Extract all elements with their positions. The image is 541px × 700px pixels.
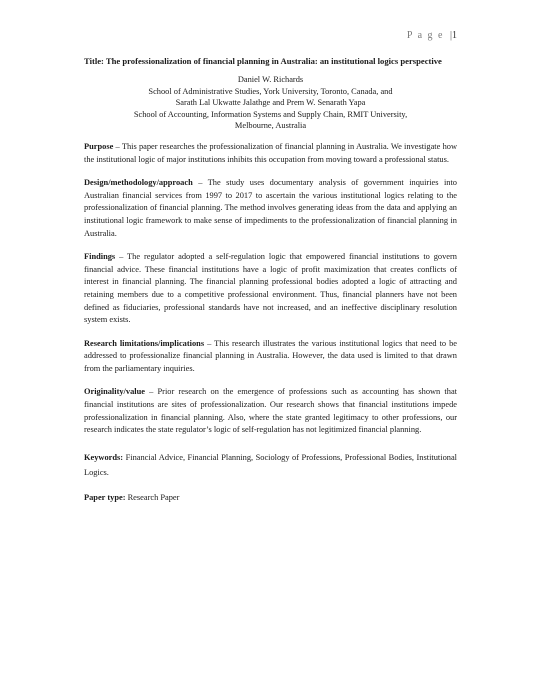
section-originality bbox=[84, 386, 457, 436]
author-block bbox=[84, 74, 457, 132]
author-name: Daniel W. Richards bbox=[237, 75, 304, 84]
section-label: Research limitations/implications bbox=[84, 338, 205, 348]
page-word: P a g e bbox=[406, 30, 444, 41]
section-text: Research Paper bbox=[125, 492, 180, 502]
section-label: Keywords: bbox=[84, 452, 124, 462]
section-label: Design/methodology/approach bbox=[84, 178, 193, 188]
section-label: Paper type: bbox=[84, 492, 126, 502]
page-number-value: 1 bbox=[452, 30, 457, 41]
section-label: Findings bbox=[84, 252, 116, 262]
author-affiliation: School of Accounting, Information Systems and Supply Chain, RMIT University, bbox=[133, 109, 408, 119]
author-affiliation: School of Administrative Studies, York University, Toronto, Canada, and bbox=[148, 86, 393, 96]
section-purpose bbox=[84, 141, 457, 166]
section-text: – The study uses documentary analysis of government inquiries into Australian financial services from 1997 to 2017 to ascertain the various institutional logics relating to the professionalization of financial planning. The method involves generating ideas from the data and applying an institutional logic framework to make sense of impediments to the professionalization of financial planning in Australia. bbox=[84, 178, 457, 238]
author-location: Melbourne, Australia bbox=[234, 121, 307, 131]
page-number bbox=[407, 30, 457, 41]
section-label: Originality/value bbox=[84, 387, 145, 397]
section-keywords bbox=[84, 450, 457, 480]
page-separator: | bbox=[449, 30, 452, 41]
paper-title: Title: The professionalization of financial planning in Australia: an institutional logics perspective bbox=[84, 56, 442, 66]
section-text: – This paper researches the professionalization of financial planning in Australia. We investigate how the institutional logic of major institutions inhibits this occupation from moving toward a professional status. bbox=[84, 141, 457, 164]
section-limitations bbox=[84, 338, 457, 376]
section-design bbox=[84, 177, 457, 240]
section-text: – Prior research on the emergence of professions such as accounting has shown that financial institutions are sites of professionalization. Our research shows that financial institutions impede professionalization in financial planning. Also, where the state granted legitimacy to other professions, our research indicates the state regulator’s logic of self-regulation has not legitimized financial planning. bbox=[84, 387, 457, 435]
section-label: Purpose bbox=[84, 141, 114, 151]
section-paper-type bbox=[84, 492, 457, 505]
section-text: – This research illustrates the various institutional logics that need to be addressed to professionalize financial planning in Australia. However, the data used is limited to that drawn from the parliamentary inquiries. bbox=[84, 338, 457, 373]
paper-body bbox=[84, 52, 457, 504]
section-text: – The regulator adopted a self-regulation logic that empowered financial institutions to govern financial advice. These financial institutions have a logic of profit maximization that creates conflicts of interest in financial planning. The financial planning professional bodies adopted a logic of attracting and retaining members due to a competitive professional environment. Thus, financial planners have not been defined as fiduciaries, professional standards have not increased, and an ineffective disciplinary resolution system exists. bbox=[84, 252, 457, 325]
section-findings bbox=[84, 251, 457, 327]
author-name: Sarath Lal Ukwatte Jalathge and Prem W. Senarath Yapa bbox=[175, 98, 366, 108]
section-text: Financial Advice, Financial Planning, Sociology of Professions, Professional Bodies, Institutional Logics. bbox=[84, 452, 457, 477]
